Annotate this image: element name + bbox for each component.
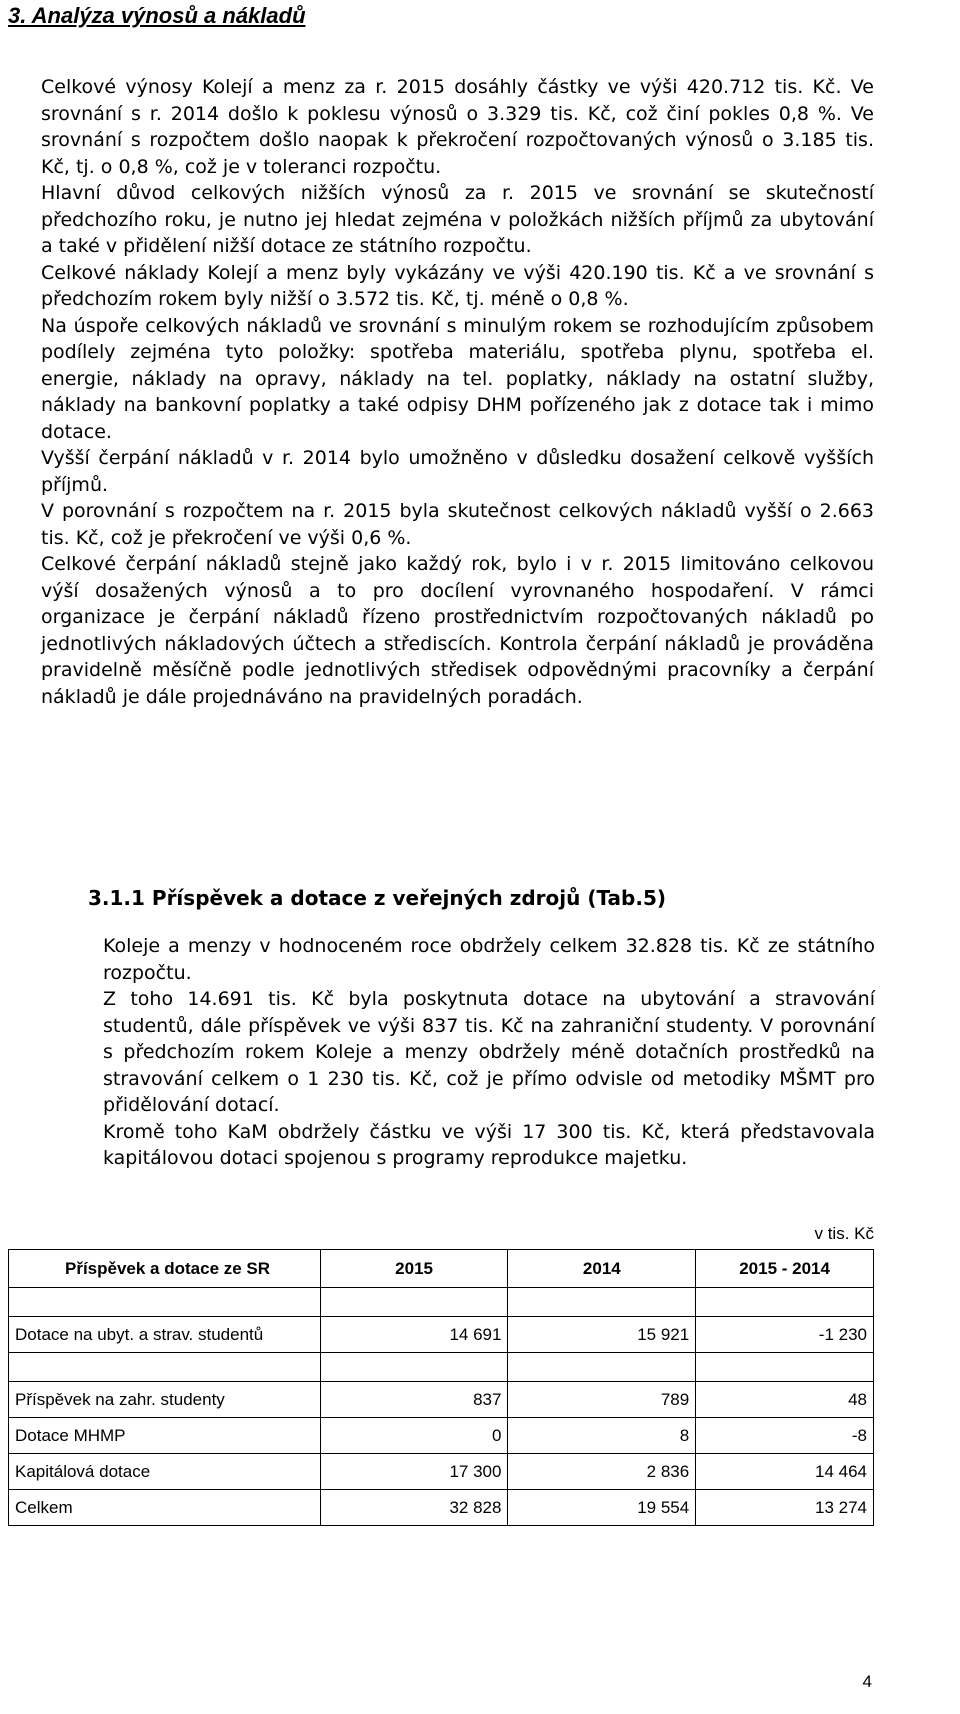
table-cell: 8 — [508, 1418, 696, 1454]
table-cell: -1 230 — [696, 1317, 874, 1353]
table-cell: 32 828 — [320, 1490, 508, 1526]
paragraph-subsidy-breakdown: Z toho 14.691 tis. Kč byla poskytnuta dotace na ubytování a stravování studentů, dále příspěvek ve výši 837 tis. Kč na zahraniční studenty. V porovnání s předchozím rokem Koleje a menzy obdržely méně dotačních prostředků na stravování celkem o 1 230 tis. Kč, což je přímo odvisle od metodiky MŠMT pro přidělování dotací. — [103, 988, 875, 1116]
table-cell: 2 836 — [508, 1454, 696, 1490]
subsection-heading: 3.1.1 Příspěvek a dotace z veřejných zdrojů (Tab.5) — [88, 886, 666, 910]
table-header-cell: Příspěvek a dotace ze SR — [9, 1250, 321, 1288]
table-cell: 48 — [696, 1382, 874, 1418]
table-cell: 17 300 — [320, 1454, 508, 1490]
table-header-row — [9, 1250, 874, 1288]
table-cell: 14 464 — [696, 1454, 874, 1490]
paragraph-revenue-reason: Hlavní důvod celkových nižších výnosů za r. 2015 ve srovnání se skutečností předchozího roku, je nutno jej hledat zejména v položkách nižších příjmů za ubytování a také v přidělení nižší dotace ze státního rozpočtu. — [41, 182, 874, 257]
paragraph-revenue: Celkové výnosy Kolejí a menz za r. 2015 dosáhly částky ve výši 420.712 tis. Kč. Ve srovnání s r. 2014 došlo k poklesu výnosů o 3.329 tis. Kč, což činí pokles 0,8 %. Ve srovnání s rozpočtem došlo naopak k překročení rozpočtovaných výnosů o 3.185 tis. Kč, tj. o 0,8 %, což je v toleranci rozpočtu. — [41, 76, 874, 178]
table-header-cell: 2014 — [508, 1250, 696, 1288]
table-row — [9, 1317, 874, 1353]
paragraph-higher-spending: Vyšší čerpání nákladů v r. 2014 bylo umožněno v důsledku dosažení celkově vyšších příjmů. — [41, 447, 874, 496]
table-spacer-row — [9, 1353, 874, 1382]
table-cell-label: Kapitálová dotace — [9, 1454, 321, 1490]
table-cell: 14 691 — [320, 1317, 508, 1353]
subsidy-table — [8, 1249, 874, 1526]
paragraph-cost-control: Celkové čerpání nákladů stejně jako každý rok, bylo i v r. 2015 limitováno celkovou výší dosažených výnosů a to pro docílení vyrovnaného hospodaření. V rámci organizace je čerpání nákladů řízeno prostřednictvím rozpočtovaných nákladů po jednotlivých nákladových účtech a střediscích. Kontrola čerpání nákladů je prováděna pravidelně měsíčně podle jednotlivých středisek odpovědnými pracovníky a čerpání nákladů je dále projednáváno na pravidelných poradách. — [41, 553, 874, 708]
table-row-total — [9, 1490, 874, 1526]
table-cell: 15 921 — [508, 1317, 696, 1353]
paragraph-budget-comparison: V porovnání s rozpočtem na r. 2015 byla skutečnost celkových nákladů vyšší o 2.663 tis. Kč, což je překročení ve výši 0,6 %. — [41, 500, 874, 549]
paragraph-capital-subsidy: Kromě toho KaM obdržely částku ve výši 17 300 tis. Kč, která představovala kapitálovou dotaci spojenou s programy reprodukce majetku. — [103, 1120, 875, 1169]
table-header-cell: 2015 — [320, 1250, 508, 1288]
section-heading: 3. Analýza výnosů a nákladů — [8, 3, 306, 28]
paragraph-cost-savings: Na úspoře celkových nákladů ve srovnání s minulým rokem se rozhodujícím způsobem podílely zejména tyto položky: spotřeba materiálu, spotřeba plynu, spotřeba el. energie, náklady na opravy, náklady na tel. poplatky, náklady na ostatní služby, náklady na bankovní poplatky a také odpisy DHM pořízeného jak z dotace tak i mimo dotace. — [41, 314, 874, 443]
table-cell-label: Příspěvek na zahr. studenty — [9, 1382, 321, 1418]
table-cell-label: Dotace na ubyt. a strav. studentů — [9, 1317, 321, 1353]
paragraph-costs: Celkové náklady Kolejí a menz byly vykázány ve výši 420.190 tis. Kč a ve srovnání s předchozím rokem byly nižší o 3.572 tis. Kč, tj. méně o 0,8 %. — [41, 261, 874, 310]
table-row — [9, 1418, 874, 1454]
table-cell: -8 — [696, 1418, 874, 1454]
table-spacer-row — [9, 1288, 874, 1317]
page-number: 4 — [862, 1672, 872, 1691]
table-cell-label: Celkem — [9, 1490, 321, 1526]
table-row — [9, 1382, 874, 1418]
table-cell: 0 — [320, 1418, 508, 1454]
table-cell: 837 — [320, 1382, 508, 1418]
paragraph-state-budget: Koleje a menzy v hodnoceném roce obdržely celkem 32.828 tis. Kč ze státního rozpočtu. — [103, 935, 875, 984]
subsection-text — [103, 933, 875, 1172]
table-unit-label: v tis. Kč — [814, 1224, 874, 1243]
table-cell: 19 554 — [508, 1490, 696, 1526]
body-text — [41, 74, 874, 710]
table-cell: 789 — [508, 1382, 696, 1418]
table-header-cell: 2015 - 2014 — [696, 1250, 874, 1288]
table-row — [9, 1454, 874, 1490]
table-cell-label: Dotace MHMP — [9, 1418, 321, 1454]
table-cell: 13 274 — [696, 1490, 874, 1526]
